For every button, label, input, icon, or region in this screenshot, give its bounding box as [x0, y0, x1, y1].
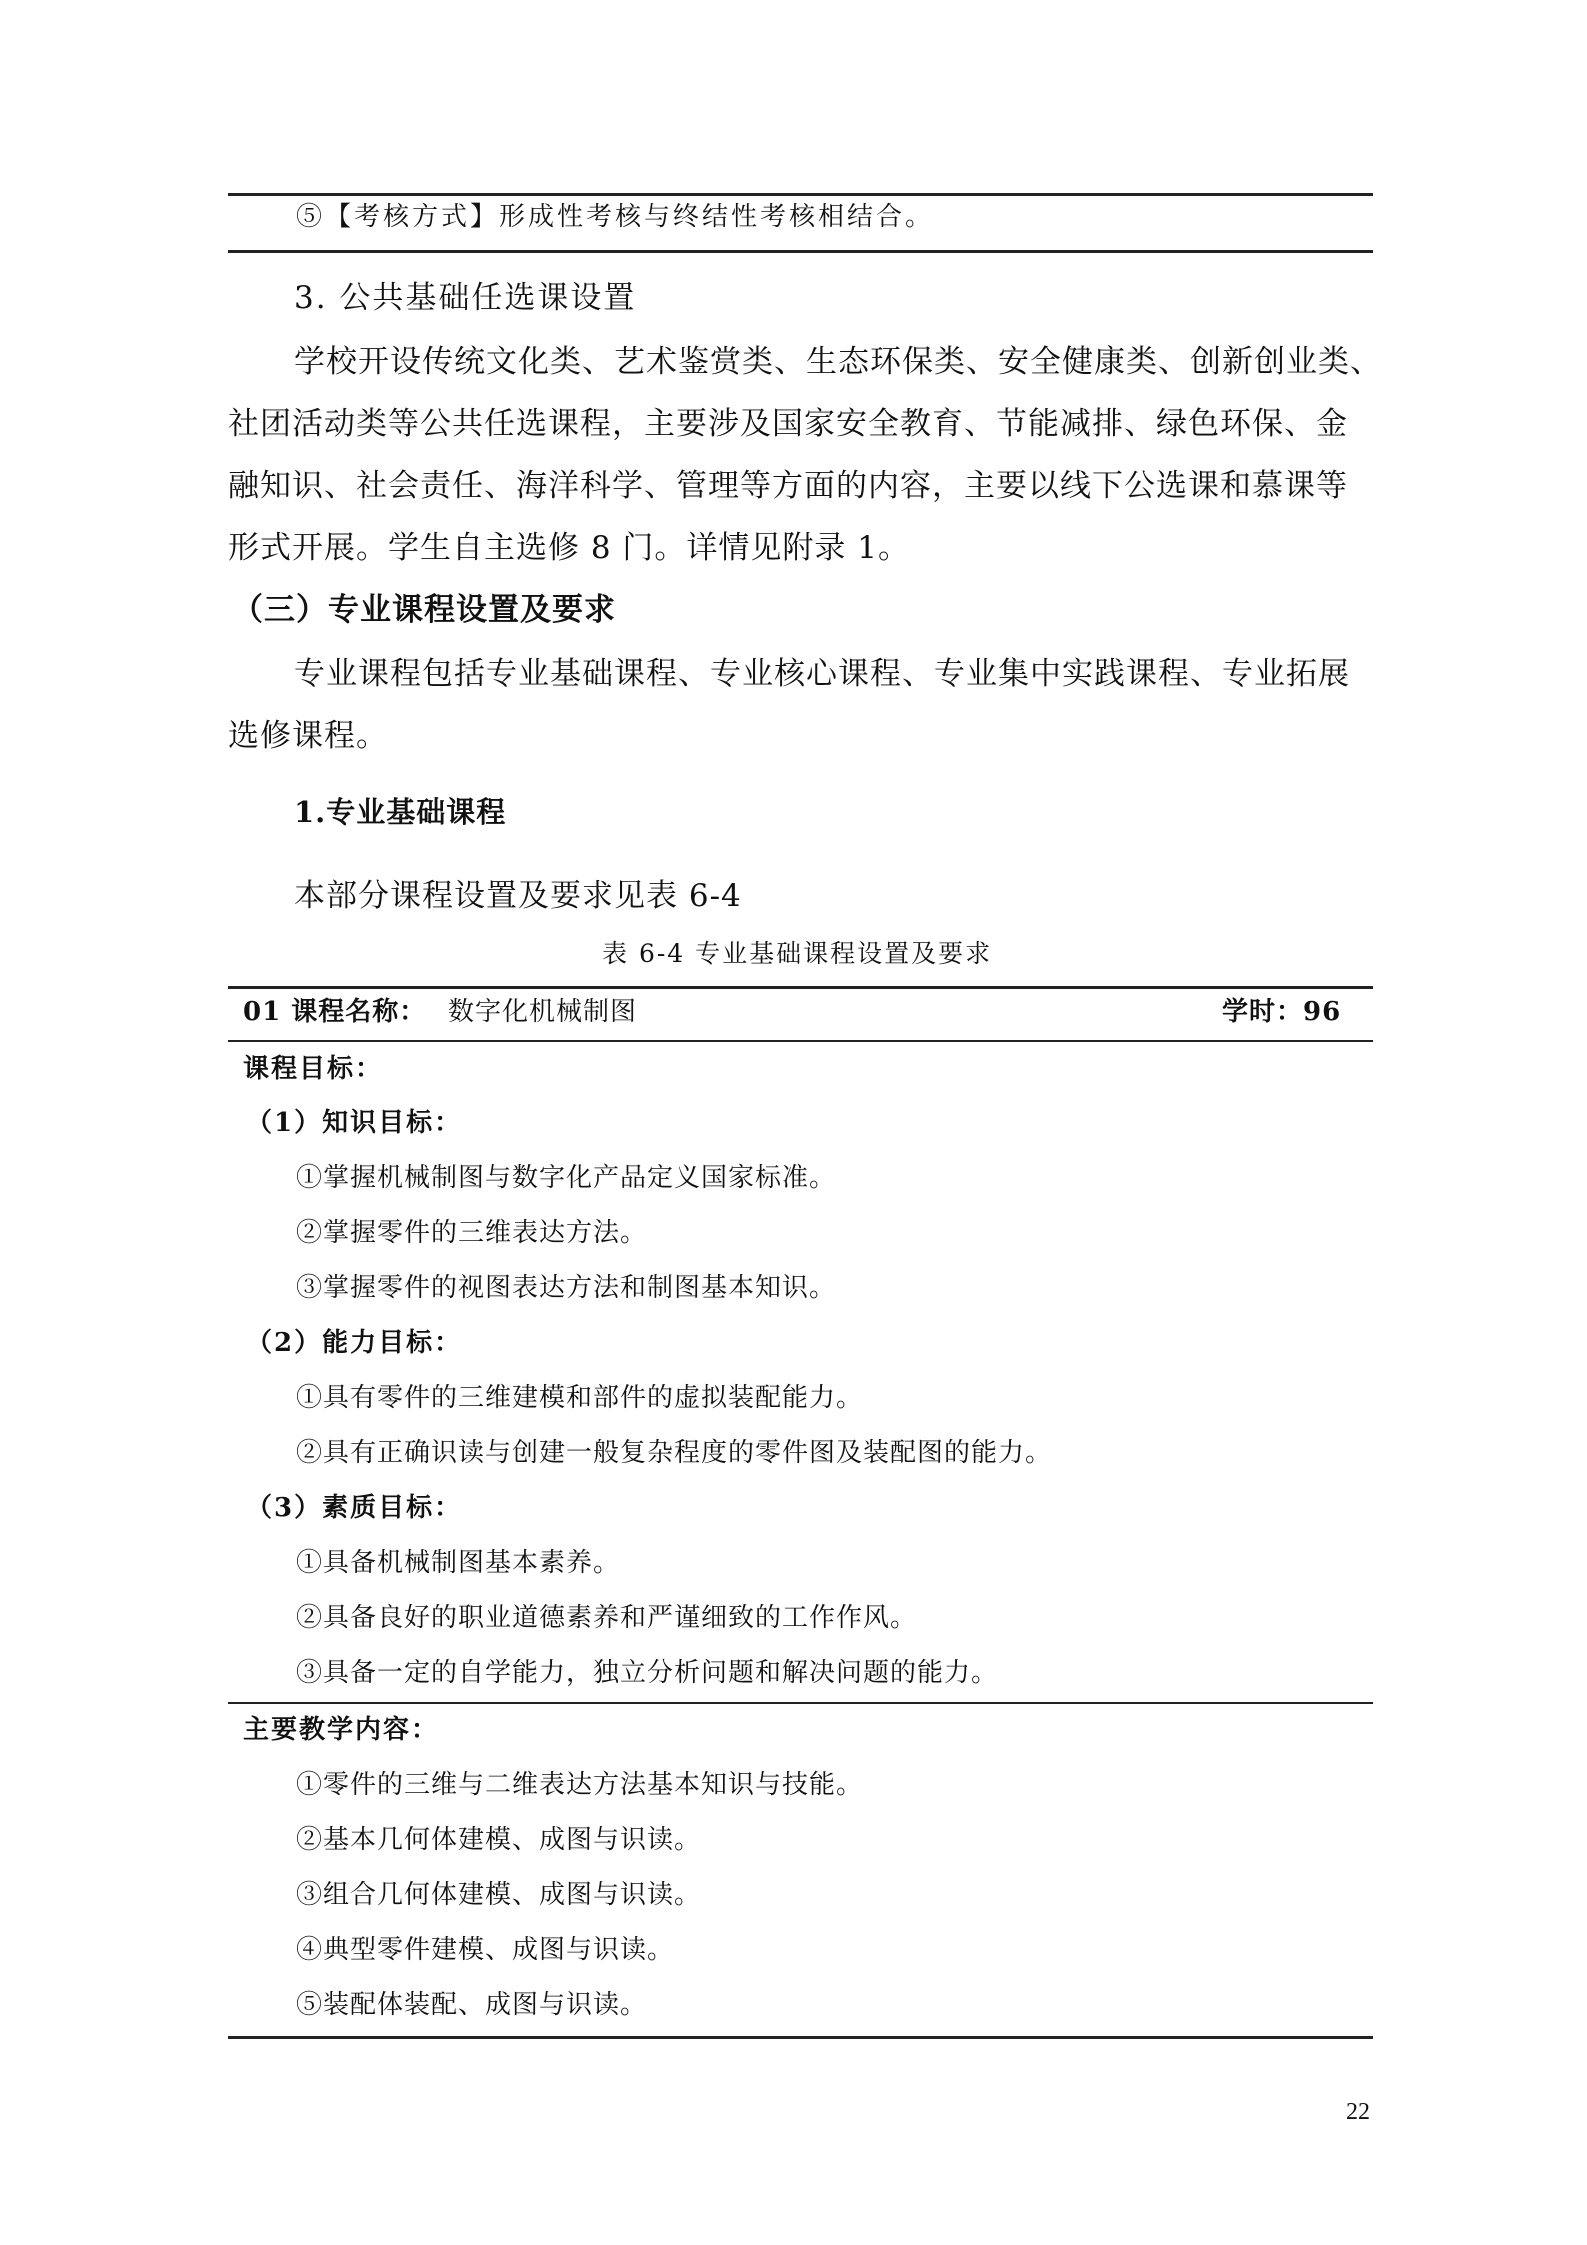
list-item: ①具备机械制图基本素养。 [296, 1548, 621, 1578]
list-item: ①零件的三维与二维表达方法基本知识与技能。 [296, 1770, 864, 1800]
course-label: 01 课程名称： [243, 997, 427, 1027]
paragraph-line: 融知识、社会责任、海洋科学、管理等方面的内容，主要以线下公选课和慕课等 [228, 468, 1348, 504]
paragraph-line: 选修课程。 [228, 718, 388, 754]
quality-label: （3）素质目标： [246, 1493, 463, 1523]
course-name: 数字化机械制图 [448, 997, 638, 1027]
table-top-rule [228, 986, 1373, 989]
list-item: ②具有正确识读与创建一般复杂程度的零件图及装配图的能力。 [296, 1438, 1053, 1468]
paragraph-line: 形式开展。学生自主选修 8 门。详情见附录 1。 [228, 530, 911, 566]
page-number: 22 [1346, 2099, 1370, 2125]
table-intro: 本部分课程设置及要求见表 6-4 [294, 878, 742, 914]
list-item: ③具备一定的自学能力，独立分析问题和解决问题的能力。 [296, 1658, 999, 1688]
list-item: ①掌握机械制图与数字化产品定义国家标准。 [296, 1163, 837, 1193]
prev-table-last-item: ⑤【考核方式】形成性考核与终结性考核相结合。 [296, 202, 935, 232]
table-bottom-rule [228, 2036, 1373, 2039]
goals-label: 课程目标： [243, 1054, 384, 1084]
table-caption: 表 6-4 专业基础课程设置及要求 [602, 939, 993, 968]
list-item: ②具备良好的职业道德素养和严谨细致的工作作风。 [296, 1603, 918, 1633]
table-bottom-rule [228, 250, 1373, 253]
paragraph-line: 社团活动类等公共任选课程，主要涉及国家安全教育、节能减排、绿色环保、金 [228, 406, 1348, 442]
list-item: ②基本几何体建模、成图与识读。 [296, 1825, 702, 1855]
list-item: ④典型零件建模、成图与识读。 [296, 1935, 675, 1965]
list-item: ⑤装配体装配、成图与识读。 [296, 1990, 648, 2020]
section-heading: 3. 公共基础任选课设置 [294, 280, 637, 316]
part-heading: （三）专业课程设置及要求 [232, 592, 616, 628]
ability-label: （2）能力目标： [246, 1328, 463, 1358]
paragraph-line: 学校开设传统文化类、艺术鉴赏类、生态环保类、安全健康类、创新创业类、 [294, 344, 1382, 380]
table-row-rule [228, 1702, 1373, 1704]
table-row-rule [228, 1040, 1373, 1042]
list-item: ③掌握零件的视图表达方法和制图基本知识。 [296, 1273, 837, 1303]
paragraph-line: 专业课程包括专业基础课程、专业核心课程、专业集中实践课程、专业拓展 [294, 656, 1350, 692]
content-label: 主要教学内容： [243, 1715, 440, 1745]
course-hours: 学时：96 [1222, 997, 1342, 1027]
subsection-heading: 1.专业基础课程 [294, 795, 507, 829]
list-item: ①具有零件的三维建模和部件的虚拟装配能力。 [296, 1383, 864, 1413]
list-item: ②掌握零件的三维表达方法。 [296, 1218, 648, 1248]
list-item: ③组合几何体建模、成图与识读。 [296, 1880, 702, 1910]
knowledge-label: （1）知识目标： [246, 1108, 463, 1138]
